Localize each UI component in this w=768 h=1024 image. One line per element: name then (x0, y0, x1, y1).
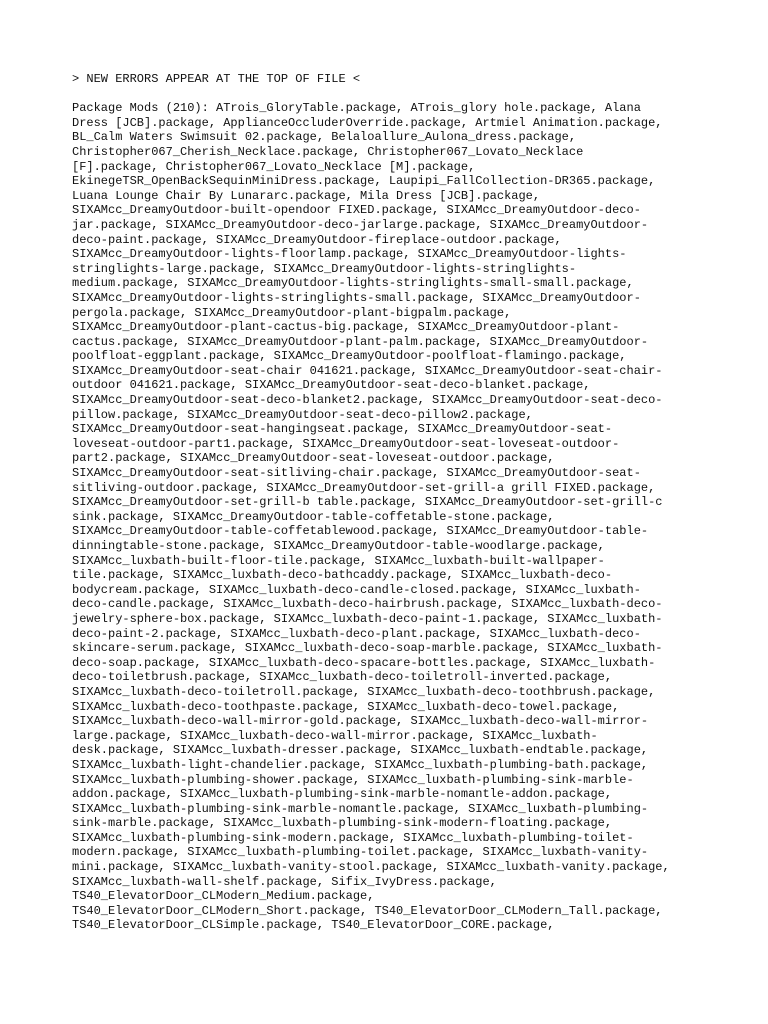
package-list-line: large.package, SIXAMcc_luxbath-deco-wall-mirror.package, SIXAMcc_luxbath- (72, 728, 598, 743)
package-list-line: deco-paint-2.package, SIXAMcc_luxbath-deco-plant.package, SIXAMcc_luxbath-deco- (72, 626, 641, 641)
package-list-line: SIXAMcc_luxbath-built-floor-tile.package, SIXAMcc_luxbath-built-wallpaper- (72, 553, 605, 568)
package-list-line: SIXAMcc_DreamyOutdoor-seat-deco-blanket2.package, SIXAMcc_DreamyOutdoor-seat-deco- (72, 393, 663, 408)
package-list-line: sink.package, SIXAMcc_DreamyOutdoor-table-coffetable-stone.package, (72, 509, 555, 524)
package-list-line: SIXAMcc_DreamyOutdoor-lights-stringlights-small.package, SIXAMcc_DreamyOutdoor- (72, 290, 641, 305)
package-list-line: TS40_ElevatorDoor_CLSimple.package, TS40_ElevatorDoor_CORE.package, (72, 918, 555, 933)
package-list-line: bodycream.package, SIXAMcc_luxbath-deco-candle-closed.package, SIXAMcc_luxbath- (72, 582, 641, 597)
document-page (72, 72, 696, 933)
package-list-line: Christopher067_Cherish_Necklace.package, Christopher067_Lovato_Necklace (72, 144, 584, 159)
package-list-line: loveseat-outdoor-part1.package, SIXAMcc_DreamyOutdoor-seat-loveseat-outdoor- (72, 436, 620, 451)
package-list-line: stringlights-large.package, SIXAMcc_DreamyOutdoor-lights-stringlights- (72, 261, 577, 276)
package-list-line: addon.package, SIXAMcc_luxbath-plumbing-sink-marble-nomantle-addon.package, (72, 787, 613, 802)
package-list-line: TS40_ElevatorDoor_CLModern_Short.package, TS40_ElevatorDoor_CLModern_Tall.package, (72, 903, 663, 918)
package-list-line: SIXAMcc_DreamyOutdoor-lights-floorlamp.package, SIXAMcc_DreamyOutdoor-lights- (72, 247, 627, 262)
package-list-line: SIXAMcc_luxbath-deco-toothpaste.package, SIXAMcc_luxbath-deco-towel.package, (72, 699, 620, 714)
package-list-line: Dress [JCB].package, ApplianceOccluderOverride.package, Artmiel Animation.package, (72, 115, 663, 130)
package-list-line: cactus.package, SIXAMcc_DreamyOutdoor-plant-palm.package, SIXAMcc_DreamyOutdoor- (72, 334, 649, 349)
package-list-line: SIXAMcc_luxbath-plumbing-shower.package, SIXAMcc_luxbath-plumbing-sink-marble- (72, 772, 634, 787)
package-list-line: SIXAMcc_DreamyOutdoor-built-opendoor FIXED.package, SIXAMcc_DreamyOutdoor-deco- (72, 203, 641, 218)
package-list-line: dinningtable-stone.package, SIXAMcc_DreamyOutdoor-table-woodlarge.package, (72, 539, 605, 553)
package-list-line: SIXAMcc_DreamyOutdoor-plant-cactus-big.package, SIXAMcc_DreamyOutdoor-plant- (72, 320, 620, 335)
package-list-line: SIXAMcc_luxbath-light-chandelier.package, SIXAMcc_luxbath-plumbing-bath.package, (72, 757, 649, 772)
package-list-line: SIXAMcc_DreamyOutdoor-seat-hangingseat.package, SIXAMcc_DreamyOutdoor-seat- (72, 422, 613, 437)
package-list-line: part2.package, SIXAMcc_DreamyOutdoor-seat-loveseat-outdoor.package, (72, 451, 555, 466)
errors-notice-heading: > NEW ERRORS APPEAR AT THE TOP OF FILE < (72, 72, 361, 86)
package-list-line: SIXAMcc_luxbath-deco-toiletroll.package, SIXAMcc_luxbath-deco-toothbrush.package, (72, 684, 656, 699)
package-list-line: mini.package, SIXAMcc_luxbath-vanity-stool.package, SIXAMcc_luxbath-vanity.package, (72, 860, 670, 875)
package-list-line: SIXAMcc_luxbath-plumbing-sink-marble-nomantle.package, SIXAMcc_luxbath-plumbing- (72, 801, 649, 816)
package-list-line: BL_Calm Waters Swimsuit 02.package, Belaloallure_Aulona_dress.package, (72, 130, 577, 145)
package-list-line: skincare-serum.package, SIXAMcc_luxbath-deco-soap-marble.package, SIXAMcc_luxbath- (72, 641, 663, 656)
package-list-line: sink-marble.package, SIXAMcc_luxbath-plumbing-sink-modern-floating.package, (72, 816, 613, 831)
package-mods-list (72, 101, 696, 933)
package-list-line: [F].package, Christopher067_Lovato_Necklace [M].package, (72, 159, 476, 174)
package-list-line: SIXAMcc_luxbath-deco-wall-mirror-gold.package, SIXAMcc_luxbath-deco-wall-mirror- (72, 714, 649, 729)
package-list-line: medium.package, SIXAMcc_DreamyOutdoor-lights-stringlights-small-small.package, (72, 276, 634, 291)
package-list-line: Luana Lounge Chair By Lunararc.package, Mila Dress [JCB].package, (72, 188, 541, 203)
package-list-line: jar.package, SIXAMcc_DreamyOutdoor-deco-jarlarge.package, SIXAMcc_DreamyOutdoor- (72, 217, 649, 232)
package-list-line: sitliving-outdoor.package, SIXAMcc_DreamyOutdoor-set-grill-a grill FIXED.package, (72, 480, 656, 495)
package-list-line: EkinegeTSR_OpenBackSequinMiniDress.package, Laupipi_FallCollection-DR365.package, (72, 174, 656, 189)
package-list-line: SIXAMcc_DreamyOutdoor-seat-sitliving-chair.package, SIXAMcc_DreamyOutdoor-seat- (72, 466, 641, 481)
package-list-line: deco-toiletbrush.package, SIXAMcc_luxbath-deco-toiletroll-inverted.package, (72, 670, 613, 685)
package-list-line: SIXAMcc_DreamyOutdoor-table-coffetablewood.package, SIXAMcc_DreamyOutdoor-table- (72, 524, 649, 539)
package-list-line: tile.package, SIXAMcc_luxbath-deco-bathcaddy.package, SIXAMcc_luxbath-deco- (72, 568, 613, 583)
package-list-line: SIXAMcc_luxbath-wall-shelf.package, Sifix_IvyDress.package, (72, 874, 497, 889)
package-list-line: poolfloat-eggplant.package, SIXAMcc_DreamyOutdoor-poolfloat-flamingo.package, (72, 349, 627, 364)
package-list-line: Package Mods (210): ATrois_GloryTable.package, ATrois_glory hole.package, Alana (72, 101, 641, 116)
package-list-line: outdoor 041621.package, SIXAMcc_DreamyOutdoor-seat-deco-blanket.package, (72, 378, 591, 393)
package-list-line: pillow.package, SIXAMcc_DreamyOutdoor-seat-deco-pillow2.package, (72, 407, 533, 422)
package-list-line: SIXAMcc_DreamyOutdoor-set-grill-b table.package, SIXAMcc_DreamyOutdoor-set-grill-c (72, 495, 663, 510)
package-list-line: pergola.package, SIXAMcc_DreamyOutdoor-plant-bigpalm.package, (72, 305, 512, 320)
package-list-line: SIXAMcc_DreamyOutdoor-seat-chair 041621.package, SIXAMcc_DreamyOutdoor-seat-chair- (72, 363, 663, 378)
package-list-line: deco-paint.package, SIXAMcc_DreamyOutdoor-fireplace-outdoor.package, (72, 232, 562, 247)
package-list-line: deco-soap.package, SIXAMcc_luxbath-deco-spacare-bottles.package, SIXAMcc_luxbath- (72, 655, 656, 670)
package-list-line: deco-candle.package, SIXAMcc_luxbath-deco-hairbrush.package, SIXAMcc_luxbath-deco- (72, 597, 663, 612)
package-list-line: SIXAMcc_luxbath-plumbing-sink-modern.package, SIXAMcc_luxbath-plumbing-toilet- (72, 830, 634, 845)
package-list-line: modern.package, SIXAMcc_luxbath-plumbing-toilet.package, SIXAMcc_luxbath-vanity- (72, 845, 649, 860)
package-list-line: TS40_ElevatorDoor_CLModern_Medium.package, (72, 889, 375, 904)
package-list-line: desk.package, SIXAMcc_luxbath-dresser.package, SIXAMcc_luxbath-endtable.package, (72, 743, 649, 758)
package-list-line: jewelry-sphere-box.package, SIXAMcc_luxbath-deco-paint-1.package, SIXAMcc_luxbath- (72, 611, 663, 626)
